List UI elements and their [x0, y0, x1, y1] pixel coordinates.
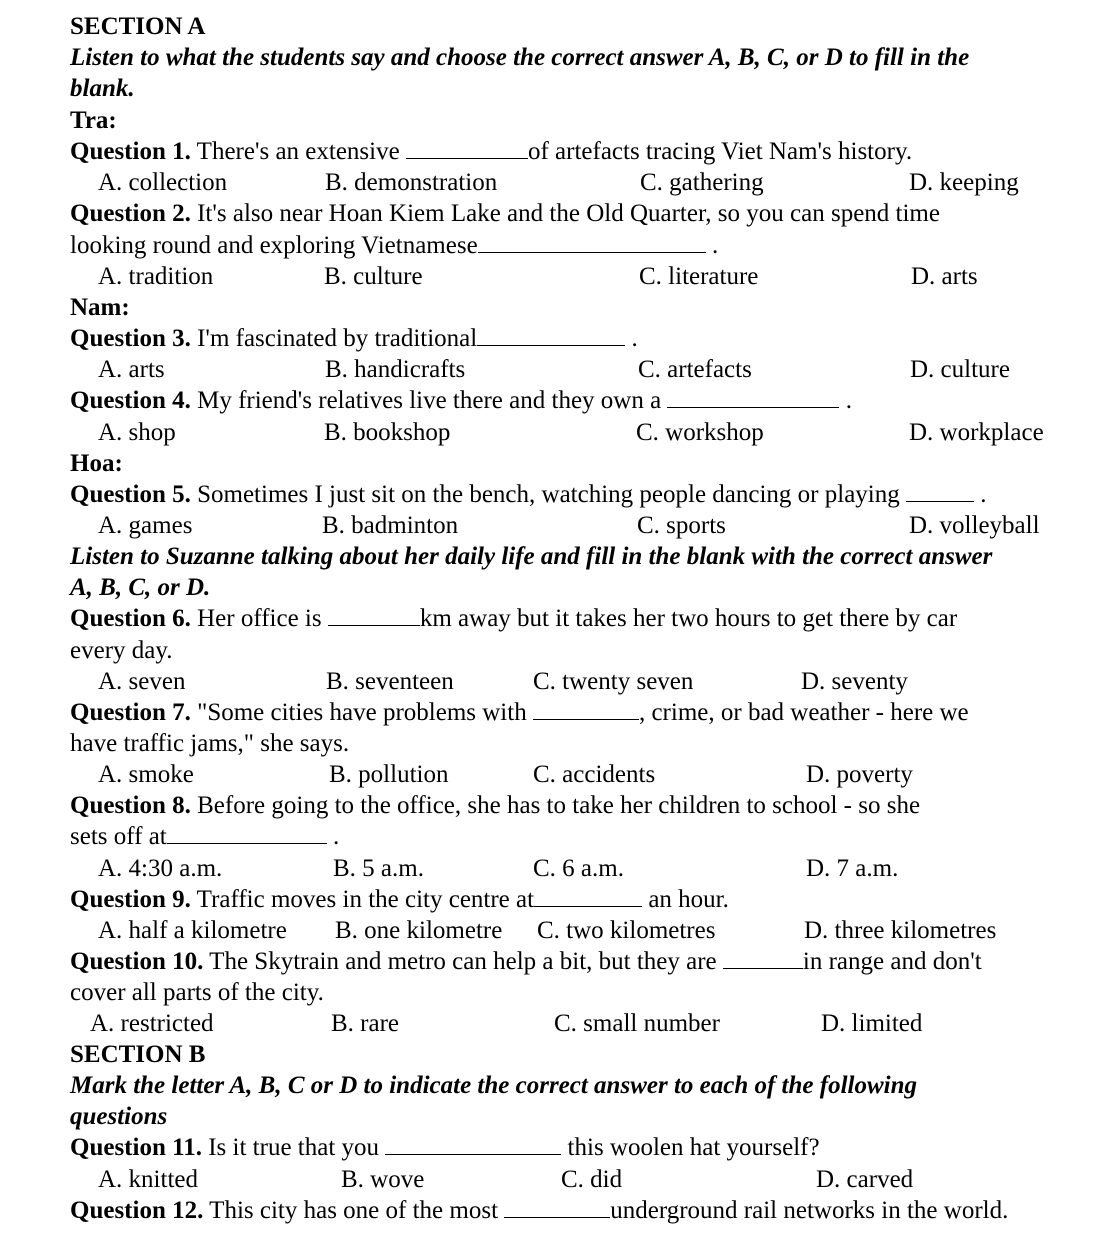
option-c: C. sports	[637, 512, 726, 539]
speaker-hoa: Hoa:	[70, 450, 123, 477]
question-7-continuation: have traffic jams," she says.	[70, 730, 350, 757]
question-8	[70, 791, 920, 821]
option-d: D. volleyball	[909, 512, 1040, 539]
answer-blank	[478, 232, 706, 253]
option-c: C. did	[561, 1166, 623, 1193]
question-text: I'm fascinated by traditional	[197, 325, 478, 352]
option-b: B. 5 a.m.	[333, 855, 424, 882]
option-b: B. wove	[341, 1166, 425, 1193]
option-d: D. arts	[911, 263, 978, 290]
option-b: B. seventeen	[326, 668, 454, 695]
question-text: an hour.	[642, 886, 729, 913]
option-c: C. literature	[639, 263, 759, 290]
option-d: D. seventy	[801, 668, 908, 695]
option-a: A. arts	[98, 356, 165, 383]
option-d: D. culture	[910, 356, 1010, 383]
question-text: "Some cities have problems with	[197, 699, 533, 726]
answer-blank	[723, 948, 803, 969]
question-4	[70, 386, 852, 416]
option-c: C. 6 a.m.	[533, 855, 624, 882]
section-a-instruction: Listen to what the students say and choose the correct answer A, B, C, or D to fill in the	[70, 44, 970, 71]
section-a-instruction-cont: blank.	[70, 75, 135, 102]
question-label: Question 10.	[70, 948, 204, 975]
question-label: Question 2.	[70, 200, 191, 227]
question-text: This city has one of the most	[209, 1197, 505, 1224]
question-9	[70, 885, 729, 915]
question-text: .	[326, 823, 340, 850]
question-text: in range and don't	[802, 948, 982, 975]
listening-instruction: Listen to Suzanne talking about her daily life and fill in the blank with the correct answer	[70, 543, 993, 570]
option-b: B. culture	[324, 263, 423, 290]
question-text: It's also near Hoan Kiem Lake and the Old Quarter, so you can spend time	[197, 200, 940, 227]
option-c: C. artefacts	[638, 356, 752, 383]
option-a: A. restricted	[90, 1010, 214, 1037]
question-text: .	[625, 325, 638, 352]
answer-blank	[328, 605, 420, 626]
question-text: this woolen hat yourself?	[561, 1134, 820, 1161]
question-label: Question 12.	[70, 1197, 204, 1224]
answer-blank	[534, 886, 642, 907]
question-12	[70, 1196, 1008, 1226]
option-a: A. collection	[98, 169, 228, 196]
option-c: C. small number	[554, 1010, 720, 1037]
question-text: , crime, or bad weather - here we	[638, 699, 969, 726]
option-b: B. one kilometre	[335, 917, 503, 944]
option-a: A. games	[98, 512, 193, 539]
option-b: B. badminton	[322, 512, 459, 539]
option-c: C. twenty seven	[533, 668, 694, 695]
answer-blank	[667, 387, 839, 408]
answer-blank	[477, 325, 625, 346]
question-text: Before going to the office, she has to take her children to school - so she	[197, 792, 921, 819]
option-a: A. 4:30 a.m.	[98, 855, 223, 882]
section-b-instruction-cont: questions	[70, 1103, 168, 1130]
answer-blank	[385, 1134, 561, 1155]
question-label: Question 11.	[70, 1134, 202, 1161]
question-text: Traffic moves in the city centre at	[196, 886, 535, 913]
question-text: .	[705, 232, 719, 259]
option-d: D. 7 a.m.	[806, 855, 899, 882]
question-text: km away but it takes her two hours to get there by car	[419, 605, 958, 632]
question-label: Question 5.	[70, 481, 191, 508]
question-text: My friend's relatives live there and they own a	[197, 387, 668, 414]
option-b: B. bookshop	[324, 419, 451, 446]
question-2	[70, 199, 940, 229]
question-label: Question 6.	[70, 605, 191, 632]
question-1	[70, 137, 912, 167]
option-a: A. half a kilometre	[98, 917, 287, 944]
option-c: C. gathering	[640, 169, 764, 196]
question-label: Question 1.	[70, 138, 191, 165]
option-d: D. carved	[816, 1166, 914, 1193]
speaker-tra: Tra:	[70, 107, 117, 134]
question-label: Question 3.	[70, 325, 191, 352]
question-text: Sometimes I just sit on the bench, watching people dancing or playing	[197, 481, 906, 508]
question-label: Question 4.	[70, 387, 191, 414]
question-11	[70, 1133, 820, 1163]
option-a: A. shop	[98, 419, 176, 446]
question-10-continuation: cover all parts of the city.	[70, 979, 324, 1006]
section-b-instruction: Mark the letter A, B, C or D to indicate the correct answer to each of the following	[70, 1072, 917, 1099]
question-label: Question 7.	[70, 699, 191, 726]
listening-instruction-cont: A, B, C, or D.	[70, 574, 211, 601]
question-text: .	[974, 481, 987, 508]
question-label: Question 9.	[70, 886, 191, 913]
option-c: C. two kilometres	[537, 917, 716, 944]
question-10	[70, 947, 982, 977]
question-8-continuation	[70, 822, 339, 852]
option-b: B. demonstration	[325, 169, 498, 196]
answer-blank	[406, 138, 528, 159]
option-b: B. rare	[331, 1010, 400, 1037]
option-d: D. poverty	[806, 761, 913, 788]
option-d: D. workplace	[909, 419, 1044, 446]
option-c: C. accidents	[533, 761, 656, 788]
question-label: Question 8.	[70, 792, 191, 819]
option-a: A. smoke	[98, 761, 194, 788]
option-a: A. seven	[98, 668, 186, 695]
question-text: sets off at	[70, 823, 167, 850]
question-5	[70, 480, 987, 510]
question-6-continuation: every day.	[70, 637, 173, 664]
question-text: The Skytrain and metro can help a bit, but they are	[209, 948, 723, 975]
question-text: Is it true that you	[208, 1134, 386, 1161]
question-2-continuation	[70, 231, 718, 261]
question-text: Her office is	[197, 605, 328, 632]
speaker-nam: Nam:	[70, 294, 130, 321]
answer-blank	[167, 823, 327, 844]
option-a: A. tradition	[98, 263, 214, 290]
question-7	[70, 698, 969, 728]
answer-blank	[504, 1197, 610, 1218]
question-text: .	[839, 387, 852, 414]
question-text: underground rail networks in the world.	[610, 1197, 1009, 1224]
question-6	[70, 604, 957, 634]
question-text: There's an extensive	[196, 138, 406, 165]
question-text: looking round and exploring Vietnamese	[70, 232, 478, 259]
option-c: C. workshop	[636, 419, 764, 446]
option-d: D. keeping	[909, 169, 1019, 196]
option-d: D. three kilometres	[804, 917, 997, 944]
answer-blank	[533, 699, 639, 720]
option-a: A. knitted	[98, 1166, 198, 1193]
section-a-title: SECTION A	[70, 13, 206, 40]
option-b: B. pollution	[329, 761, 449, 788]
option-d: D. limited	[821, 1010, 923, 1037]
section-b-title: SECTION B	[70, 1041, 206, 1068]
option-b: B. handicrafts	[325, 356, 466, 383]
question-3	[70, 324, 638, 354]
answer-blank	[906, 481, 974, 502]
question-text: of artefacts tracing Viet Nam's history.	[527, 138, 913, 165]
